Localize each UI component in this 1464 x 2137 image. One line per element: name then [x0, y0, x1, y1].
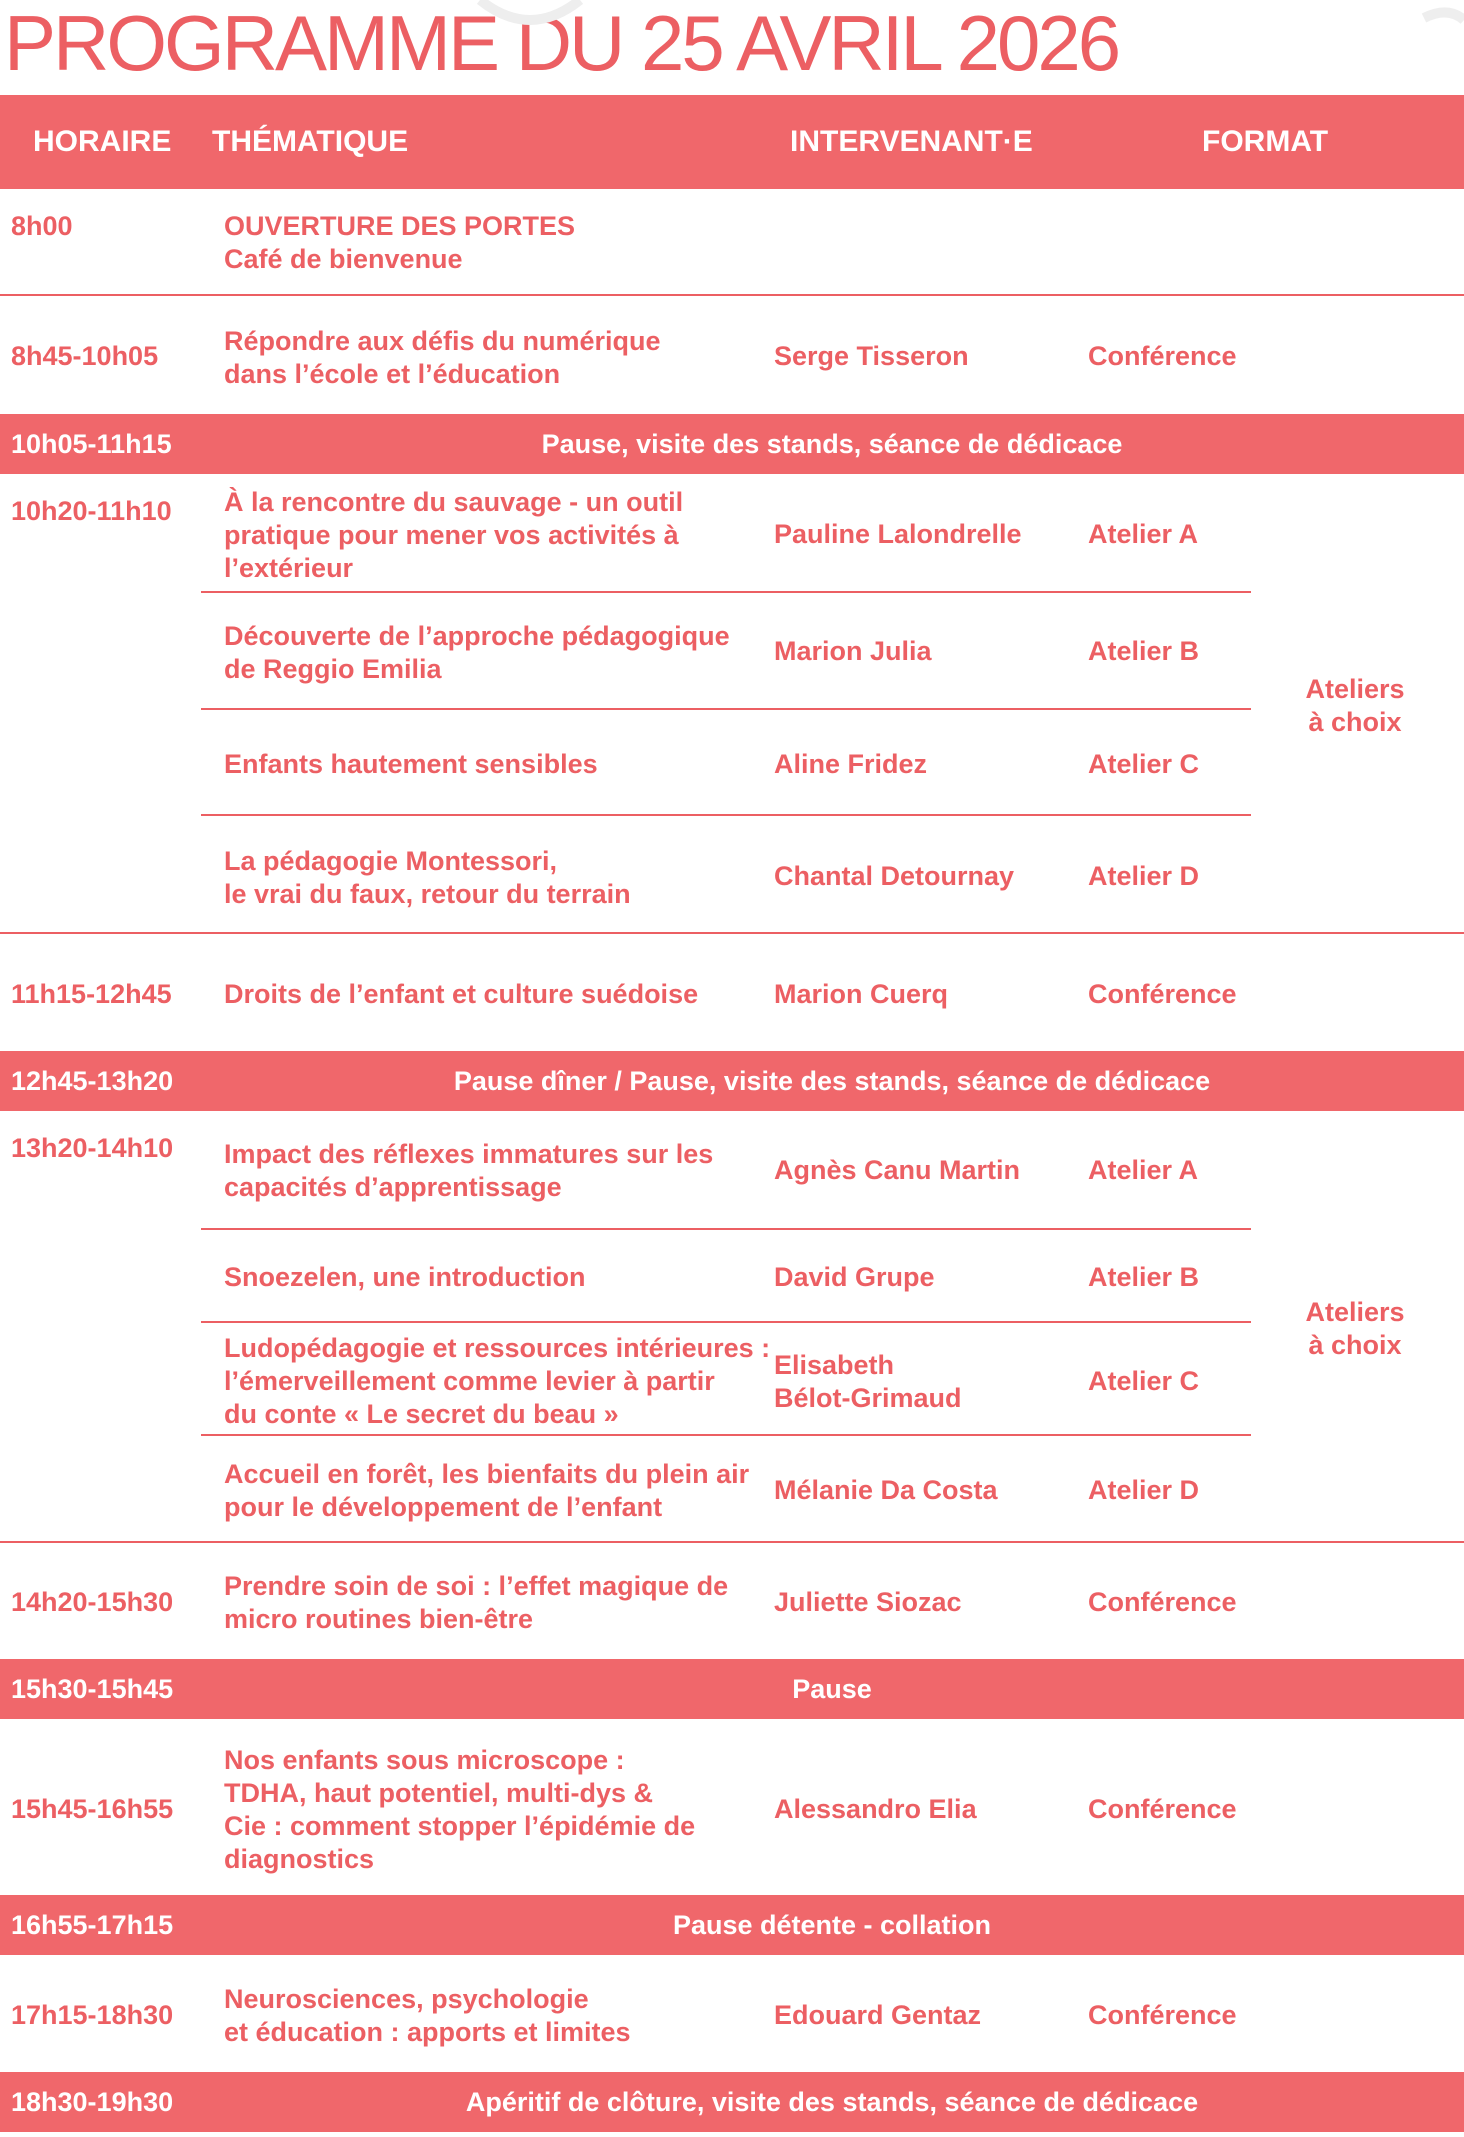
- atelier-format: Atelier B: [1088, 1262, 1200, 1292]
- break-time: 18h30-19h30: [11, 2087, 174, 2117]
- row-divider: [0, 932, 1464, 934]
- row-format: Conférence: [1088, 341, 1237, 371]
- row-divider: [201, 591, 1251, 593]
- atelier-format: Atelier D: [1088, 861, 1200, 891]
- atelier-speaker: Marion Julia: [774, 636, 932, 666]
- break-time: 12h45-13h20: [11, 1066, 174, 1096]
- row-divider: [0, 294, 1464, 296]
- break-label: Apéritif de clôture, visite des stands, séance de dédicace: [465, 2087, 1199, 2117]
- break-time: 16h55-17h15: [11, 1910, 174, 1940]
- row-speaker: Marion Cuerq: [774, 979, 949, 1009]
- atelier-theme: Snoezelen, une introduction: [224, 1262, 586, 1292]
- atelier-format: Atelier A: [1088, 1155, 1199, 1185]
- break-time: 10h05-11h15: [11, 429, 172, 459]
- table-header: [0, 95, 1464, 189]
- atelier-theme: Enfants hautement sensibles: [224, 749, 598, 779]
- row-speaker: Alessandro Elia: [774, 1794, 977, 1824]
- atelier-theme: Accueil en forêt, les bienfaits du plein air pour le développement de l’enfant: [224, 1459, 750, 1522]
- atelier-theme: La pédagogie Montessori, le vrai du faux, retour du terrain: [224, 846, 631, 909]
- header-thematique: THÉMATIQUE: [212, 125, 409, 158]
- header-format: FORMAT: [1202, 125, 1329, 158]
- row-time: 8h45-10h05: [11, 341, 159, 371]
- atelier-speaker: David Grupe: [774, 1262, 935, 1292]
- ateliers-a-choix-label: Ateliers à choix: [1305, 1297, 1405, 1360]
- row-format: Conférence: [1088, 1587, 1237, 1617]
- row-theme: Droits de l’enfant et culture suédoise: [224, 979, 699, 1009]
- atelier-theme: Impact des réflexes immatures sur les capacités d’apprentissage: [224, 1139, 714, 1202]
- row-divider: [201, 708, 1251, 710]
- break-label: Pause dîner / Pause, visite des stands, séance de dédicace: [453, 1066, 1211, 1096]
- atelier-theme: Découverte de l’approche pédagogique de Reggio Emilia: [224, 621, 730, 684]
- atelier-speaker: Pauline Lalondrelle: [774, 519, 1022, 549]
- atelier-format: Atelier B: [1088, 636, 1200, 666]
- decorative-shape-right: [1418, 0, 1464, 40]
- break-label: Pause: [792, 1674, 872, 1704]
- atelier-format: Atelier C: [1088, 1366, 1200, 1396]
- ateliers-a-choix-label: Ateliers à choix: [1305, 674, 1405, 737]
- row-theme: Nos enfants sous microscope : TDHA, haut potentiel, multi-dys & Cie : comment stopper l’épidémie de diagnostics: [224, 1745, 696, 1874]
- row-time: 11h15-12h45: [11, 979, 172, 1009]
- atelier-speaker: Chantal Detournay: [774, 861, 1015, 891]
- row-format: Conférence: [1088, 979, 1237, 1009]
- row-divider: [201, 814, 1251, 816]
- group-time: 13h20-14h10: [11, 1133, 174, 1163]
- row-speaker: Serge Tisseron: [774, 341, 969, 371]
- row-speaker: Juliette Siozac: [774, 1587, 962, 1617]
- row-theme: Neurosciences, psychologie et éducation : apports et limites: [224, 1984, 631, 2047]
- row-theme: Prendre soin de soi : l’effet magique de micro routines bien-être: [224, 1571, 729, 1634]
- header-horaire: HORAIRE: [33, 125, 172, 158]
- atelier-format: Atelier A: [1088, 519, 1199, 549]
- row-divider: [201, 1434, 1251, 1436]
- page-title: PROGRAMME DU 25 AVRIL 2026: [4, 0, 1119, 87]
- break-time: 15h30-15h45: [11, 1674, 174, 1704]
- row-format: Conférence: [1088, 1794, 1237, 1824]
- atelier-theme: Ludopédagogie et ressources intérieures : l’émerveillement comme levier à partir du conte « Le secret du beau »: [224, 1333, 771, 1429]
- break-band: [0, 1051, 1464, 1111]
- row-time: 14h20-15h30: [11, 1587, 174, 1617]
- atelier-speaker: Aline Fridez: [774, 749, 928, 779]
- decorative-shape: [470, 0, 590, 40]
- atelier-format: Atelier C: [1088, 749, 1200, 779]
- break-band: [0, 414, 1464, 474]
- break-band: [0, 1895, 1464, 1955]
- break-band: [0, 1659, 1464, 1719]
- row-theme: Répondre aux défis du numérique dans l’école et l’éducation: [224, 326, 661, 389]
- row-speaker: Edouard Gentaz: [774, 2000, 982, 2030]
- row-divider: [201, 1228, 1251, 1230]
- group-time: 10h20-11h10: [11, 496, 172, 526]
- row-time: 17h15-18h30: [11, 2000, 174, 2030]
- row-divider: [201, 1321, 1251, 1323]
- break-label: Pause détente - collation: [672, 1910, 992, 1940]
- header-intervenant: INTERVENANT·E: [790, 125, 1033, 158]
- atelier-format: Atelier D: [1088, 1475, 1200, 1505]
- atelier-theme: À la rencontre du sauvage - un outil pratique pour mener vos activités à l’extérieur: [224, 487, 684, 583]
- row-format: Conférence: [1088, 2000, 1237, 2030]
- row-divider: [0, 1541, 1464, 1543]
- atelier-speaker: Agnès Canu Martin: [774, 1155, 1021, 1185]
- row-time: 8h00: [11, 211, 73, 241]
- row-time: 15h45-16h55: [11, 1794, 174, 1824]
- atelier-speaker: Mélanie Da Costa: [774, 1475, 998, 1505]
- row-theme: OUVERTURE DES PORTES Café de bienvenue: [224, 211, 576, 274]
- atelier-speaker: Elisabeth Bélot-Grimaud: [774, 1350, 962, 1413]
- break-band: [0, 2072, 1464, 2132]
- break-label: Pause, visite des stands, séance de dédicace: [541, 429, 1123, 459]
